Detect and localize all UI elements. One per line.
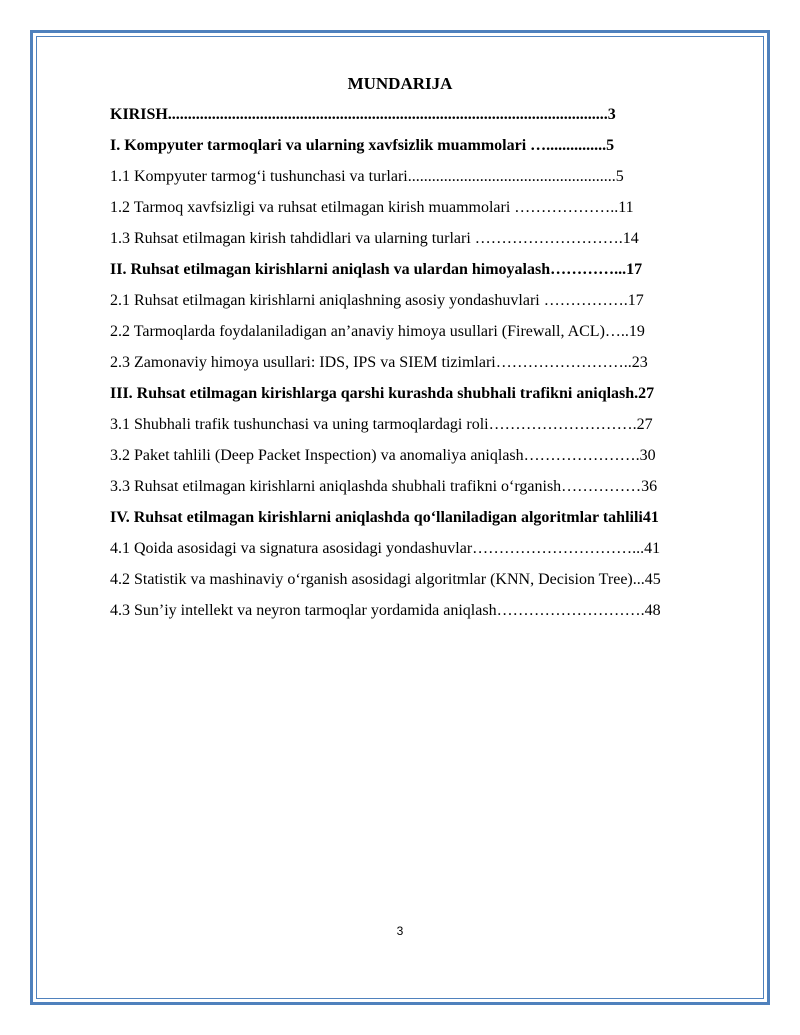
toc-subsection-entry[interactable]: 2.1 Ruhsat etilmagan kirishlarni aniqlashning asosiy yondashuvlari …………….17 — [110, 292, 644, 309]
toc-subsection-entry[interactable]: 3.1 Shubhali trafik tushunchasi va uning tarmoqlardagi roli……………………….27 — [110, 416, 653, 433]
toc-subsection-entry[interactable]: 1.1 Kompyuter tarmog‘i tushunchasi va turlari....................................................5 — [110, 168, 624, 185]
page-number: 3 — [396, 924, 404, 938]
toc-title: MUNDARIJA — [347, 74, 453, 93]
toc-section-entry[interactable]: IV. Ruhsat etilmagan kirishlarni aniqlashda qo‘llaniladigan algoritmlar tahlili41 — [110, 509, 659, 526]
toc-subsection-entry[interactable]: 4.3 Sun’iy intellekt va neyron tarmoqlar yordamida aniqlash……………………….48 — [110, 602, 661, 619]
toc-section-entry[interactable]: III. Ruhsat etilmagan kirishlarga qarshi kurashda shubhali trafikni aniqlash.27 — [110, 385, 655, 402]
toc-subsection-entry[interactable]: 3.2 Paket tahlili (Deep Packet Inspection) va anomaliya aniqlash………………….30 — [110, 447, 656, 464]
toc-subsection-entry[interactable]: 1.2 Tarmoq xavfsizligi va ruhsat etilmagan kirish muammolari ………………..11 — [110, 199, 634, 216]
table-of-contents — [110, 99, 750, 626]
toc-subsection-entry[interactable]: 1.3 Ruhsat etilmagan kirish tahdidlari va ularning turlari ……………………….14 — [110, 230, 639, 247]
toc-subsection-entry[interactable]: 2.2 Tarmoqlarda foydalaniladigan an’anaviy himoya usullari (Firewall, ACL)…..19 — [110, 323, 645, 340]
toc-section-entry[interactable]: II. Ruhsat etilmagan kirishlarni aniqlash va ulardan himoyalash…………...17 — [110, 261, 643, 278]
toc-subsection-entry[interactable]: 4.2 Statistik va mashinaviy o‘rganish asosidagi algoritmlar (KNN, Decision Tree)...45 — [110, 571, 661, 588]
toc-subsection-entry[interactable]: 3.3 Ruhsat etilmagan kirishlarni aniqlashda shubhali trafikni o‘rganish……………36 — [110, 478, 658, 495]
toc-section-entry[interactable]: I. Kompyuter tarmoqlari va ularning xavfsizlik muammolari …...............5 — [110, 137, 615, 154]
toc-subsection-entry[interactable]: 4.1 Qoida asosidagi va signatura asosidagi yondashuvlar…………………………...41 — [110, 540, 661, 557]
toc-subsection-entry[interactable]: 2.3 Zamonaviy himoya usullari: IDS, IPS va SIEM tizimlari……………………..23 — [110, 354, 648, 371]
toc-section-entry[interactable]: KIRISH..............................................................................................................3 — [110, 106, 616, 123]
